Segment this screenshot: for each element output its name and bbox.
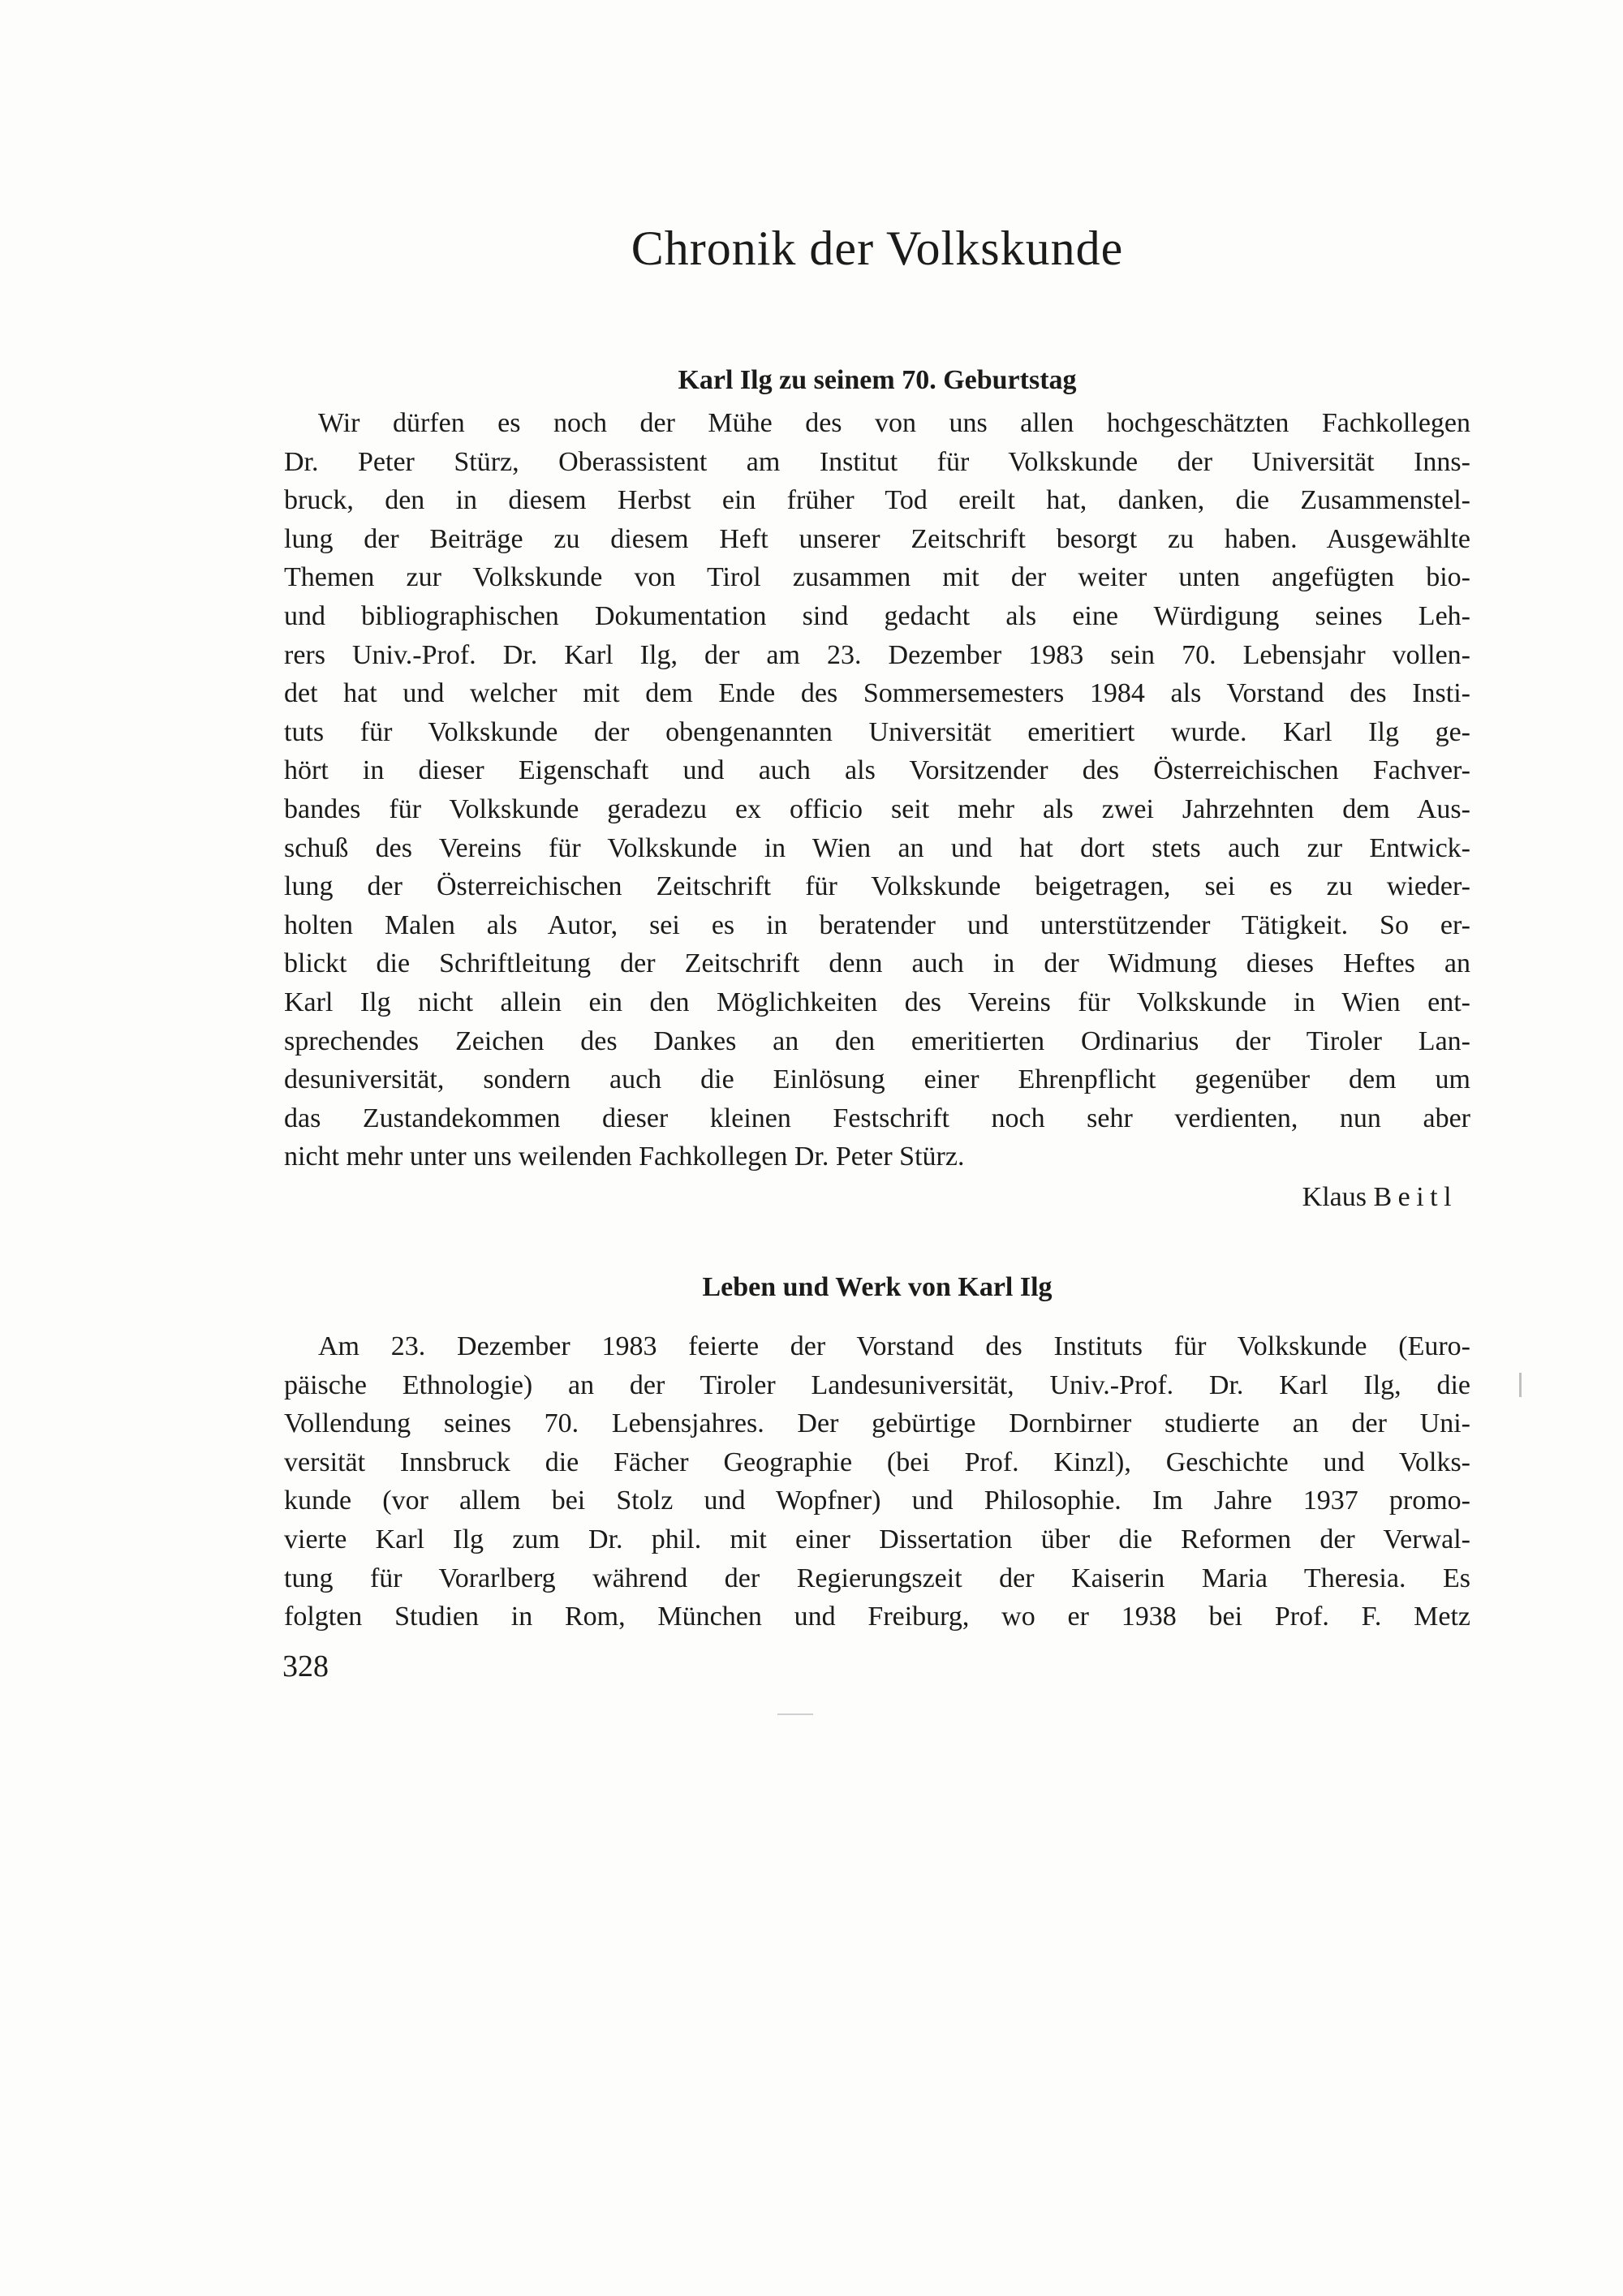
text-line: vierte Karl Ilg zum Dr. phil. mit einer Dissertation über die Reformen der Verwal- [284,1524,1470,1554]
text-line: schuß des Vereins für Volkskunde in Wien an und hat dort stets auch zur Entwick- [284,832,1470,863]
signature-line [284,1178,1470,1217]
text-line: rers Univ.-Prof. Dr. Karl Ilg, der am 23. Dezember 1983 sein 70. Lebensjahr vollen- [284,639,1470,670]
section-heading-karl-ilg-geburtstag: Karl Ilg zu seinem 70. Geburtstag [678,365,1077,395]
text-line: holten Malen als Autor, sei es in beratender und unterstützender Tätigkeit. So er- [284,909,1470,940]
text-line: nicht mehr unter uns weilenden Fachkollegen Dr. Peter Stürz. [284,1142,965,1172]
text-line: Wir dürfen es noch der Mühe des von uns allen hochgeschätzten Fachkollegen [318,408,1470,438]
signature-given-name: Klaus [1302,1182,1374,1212]
text-line: bruck, den in diesem Herbst ein früher Tod ereilt hat, danken, die Zusammenstel- [284,485,1470,516]
text-line: das Zustandekommen dieser kleinen Festschrift noch sehr verdienten, nun aber [284,1103,1470,1133]
page-number: 328 [282,1649,329,1683]
scan-artifact-vertical [1519,1373,1522,1397]
text-line: Am 23. Dezember 1983 feierte der Vorstand des Instituts für Volkskunde (Euro- [318,1331,1470,1361]
text-line: Dr. Peter Stürz, Oberassistent am Institut für Volkskunde der Universität Inns- [284,446,1470,477]
text-line: desuniversität, sondern auch die Einlösung einer Ehrenpflicht gegenüber dem um [284,1064,1470,1095]
text-line: bandes für Volkskunde geradezu ex officio seit mehr als zwei Jahrzehnten dem Aus- [284,793,1470,824]
signature-family-name: Beitl [1373,1182,1457,1212]
text-line: versität Innsbruck die Fächer Geographie (bei Prof. Kinzl), Geschichte und Volks- [284,1447,1470,1477]
text-line: det hat und welcher mit dem Ende des Sommersemesters 1984 als Vorstand des Insti- [284,678,1470,709]
text-line: Karl Ilg nicht allein ein den Möglichkeiten des Vereins für Volkskunde in Wien ent- [284,987,1470,1017]
scan-artifact-horizontal [777,1713,813,1715]
text-line: sprechendes Zeichen des Dankes an den emeritierten Ordinarius der Tiroler Lan- [284,1025,1470,1056]
paragraph-geburtstag [284,404,1470,1176]
text-line: tung für Vorarlberg während der Regierungszeit der Kaiserin Maria Theresia. Es [284,1563,1470,1593]
text-line: Themen zur Volkskunde von Tirol zusammen mit der weiter unten angefügten bio- [284,562,1470,593]
paragraph-leben-und-werk [284,1327,1470,1636]
text-line: päische Ethnologie) an der Tiroler Landesuniversität, Univ.-Prof. Dr. Karl Ilg, die [284,1369,1470,1400]
text-line: kunde (vor allem bei Stolz und Wopfner) und Philosophie. Im Jahre 1937 promo- [284,1486,1470,1516]
text-line: lung der Beiträge zu diesem Heft unserer Zeitschrift besorgt zu haben. Ausgewählte [284,523,1470,554]
text-line: hört in dieser Eigenschaft und auch als Vorsitzender des Österreichischen Fachver- [284,755,1470,786]
text-line: tuts für Volkskunde der obengenannten Universität emeritiert wurde. Karl Ilg ge- [284,716,1470,747]
text-line: lung der Österreichischen Zeitschrift für Volkskunde beigetragen, sei es zu wieder- [284,871,1470,902]
text-line: Vollendung seines 70. Lebensjahres. Der gebürtige Dornbirner studierte an der Uni- [284,1408,1470,1439]
page-title: Chronik der Volkskunde [631,221,1124,275]
section-heading-leben-und-werk: Leben und Werk von Karl Ilg [702,1272,1053,1302]
text-line: blickt die Schriftleitung der Zeitschrift denn auch in der Widmung dieses Heftes an [284,948,1470,979]
text-line: folgten Studien in Rom, München und Freiburg, wo er 1938 bei Prof. F. Metz [284,1602,1470,1632]
text-line: und bibliographischen Dokumentation sind gedacht als eine Würdigung seines Leh- [284,600,1470,631]
